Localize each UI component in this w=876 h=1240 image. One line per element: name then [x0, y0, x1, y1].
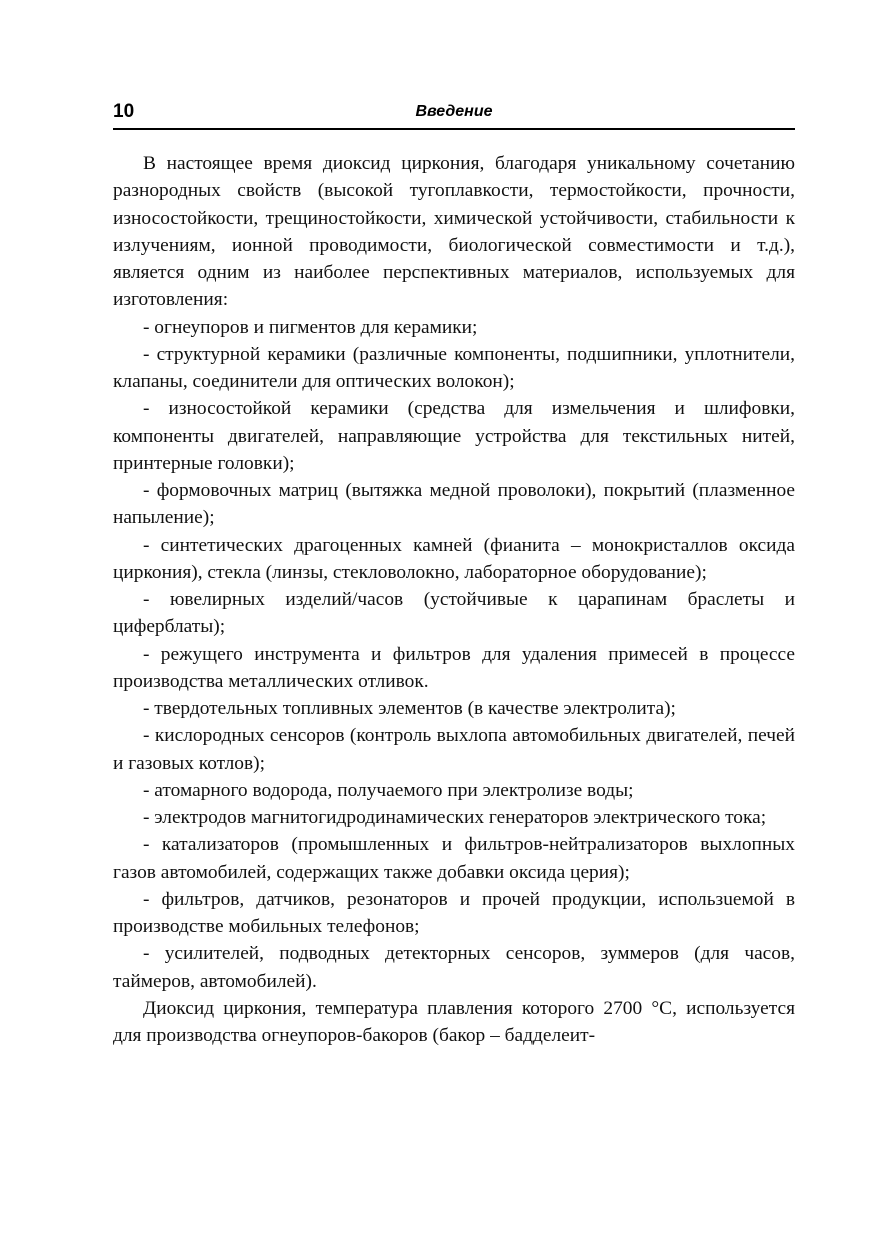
- list-item: - режущего инструмента и фильтров для удаления примесей в процессе производства металлических отливок.: [113, 643, 795, 692]
- list-item: - износостойкой керамики (средства для измельчения и шлифовки, компоненты двигателей, направляющие устройства для текстильных нитей, принтерные головки);: [113, 398, 795, 474]
- list-item: - структурной керамики (различные компоненты, подшипники, уплотнители, клапаны, соединители для оптических волокон);: [113, 343, 795, 392]
- intro-paragraph: В настоящее время диоксид циркония, благодаря уникальному сочетанию разнородных свойств (высокой тугоплавкости, термостойкости, прочности, износостойкости, трещиностойкости, химической устойчивости, стабильности к излучениям, ионной проводимости, биологической совместимости и т.д.), является одним из наиболее перспективных материалов, используемых для изготовления:: [113, 153, 795, 311]
- body-text: [113, 150, 795, 1049]
- list-item: - фильтров, датчиков, резонаторов и прочей продукции, использueмой в производстве мобильных телефонов;: [113, 888, 795, 937]
- list-item: - синтетических драгоценных камней (фианита – монокристаллов оксида циркония), стекла (линзы, стекловолокно, лабораторное оборудование);: [113, 534, 795, 583]
- list-item: - ювелирных изделий/часов (устойчивые к царапинам браслеты и циферблаты);: [113, 589, 795, 638]
- list-item: - электродов магнитогидродинамических генераторов электрического тока;: [143, 807, 767, 828]
- page-number: 10: [113, 101, 135, 122]
- running-head: [113, 100, 795, 130]
- list-item: - катализаторов (промышленных и фильтров-нейтрализаторов выхлопных газов автомобилей, содержащих также добавки оксида церия);: [113, 834, 795, 883]
- closing-paragraph: Диоксид циркония, температура плавления которого 2700 °С, используется для производства огнеупоров-бакоров (бакор – бадделеит-: [113, 997, 795, 1046]
- list-item: - твердотельных топливных элементов (в качестве электролита);: [143, 698, 676, 719]
- list-item: - кислородных сенсоров (контроль выхлопа автомобильных двигателей, печей и газовых котлов);: [113, 725, 795, 774]
- list-item: - атомарного водорода, получаемого при электролизе воды;: [143, 779, 634, 801]
- list-item: - формовочных матриц (вытяжка медной проволоки), покрытий (плазменное напыление);: [113, 480, 795, 529]
- chapter-title: Введение: [415, 103, 493, 120]
- list-item: - огнеупоров и пигментов для керамики;: [143, 316, 478, 338]
- list-item: - усилителей, подводных детекторных сенсоров, зуммеров (для часов, таймеров, автомобилей).: [113, 943, 795, 992]
